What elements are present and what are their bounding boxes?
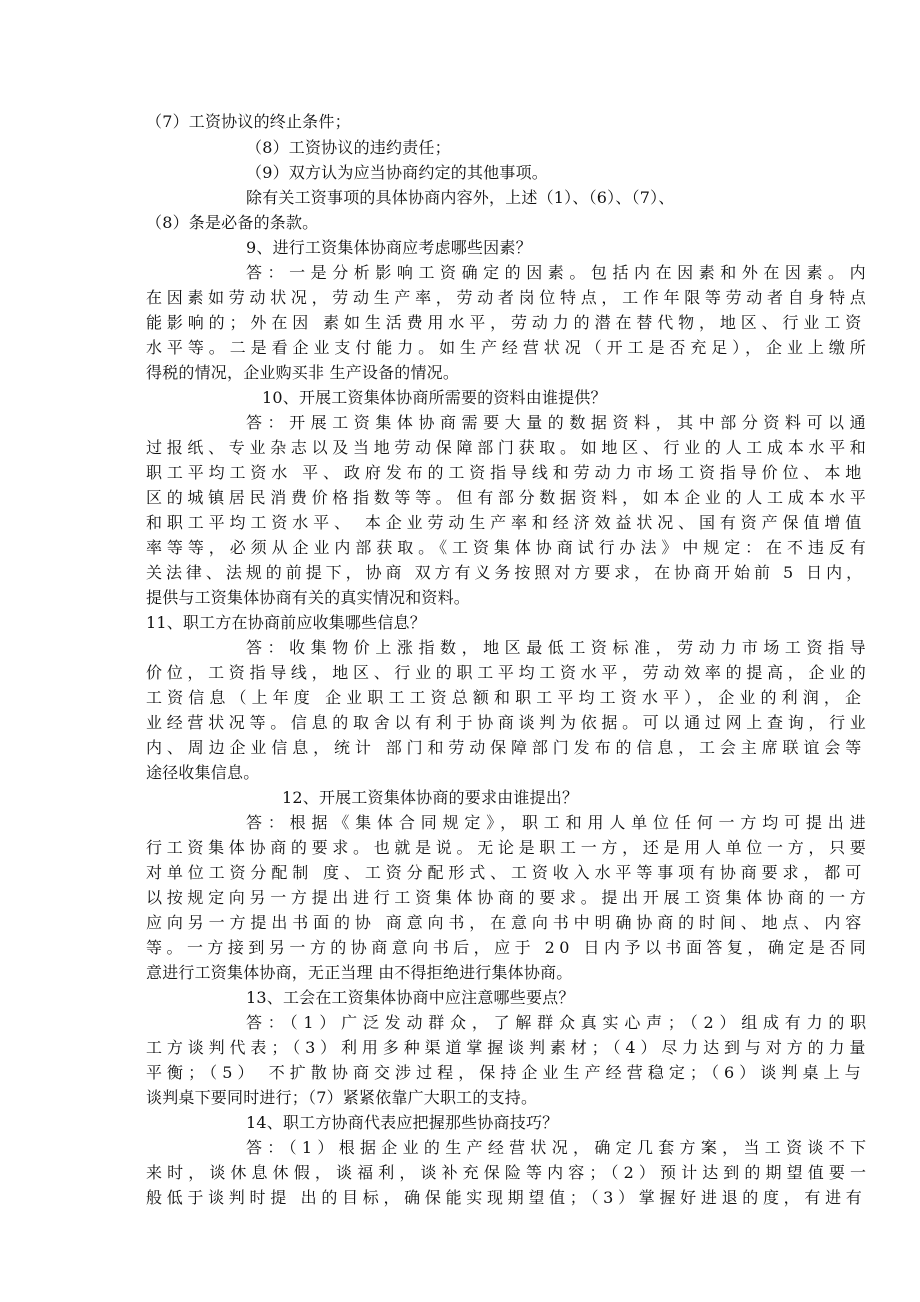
text-line: 谈判桌下要同时进行；（7）紧紧依靠广大职工的支持。 bbox=[146, 1088, 538, 1107]
text-line: 除有关工资事项的具体协商内容外，上述（1）、（6）、（7）、 bbox=[246, 188, 675, 207]
text-line: 工资信息（上年度 企业职工工资总额和职工平均工资水平），企业的利润，企 bbox=[146, 688, 867, 707]
text-line: 率等等，必须从企业内部获取。《工资集体协商试行办法》中规定：在不违反有 bbox=[146, 538, 871, 557]
text-line: 10、开展工资集体协商所需要的资料由谁提供？ bbox=[262, 388, 607, 407]
text-line: 和职工平均工资水平、 本企业劳动生产率和经济效益状况、国有资产保值增值 bbox=[146, 513, 867, 532]
text-line: 区的城镇居民消费价格指数等等。但有部分数据资料，如本企业的人工成本水平 bbox=[146, 488, 871, 507]
text-line: 意进行工资集体协商，无正当理 由不得拒绝进行集体协商。 bbox=[146, 963, 573, 982]
text-line: 应向另一方提出书面的协 商意向书，在意向书中明确协商的时间、地点、内容 bbox=[146, 913, 867, 932]
text-line: 答：收集物价上涨指数，地区最低工资标准，劳动力市场工资指导 bbox=[246, 638, 872, 657]
text-line: 答：开展工资集体协商需要大量的数据资料，其中部分资料可以通 bbox=[246, 413, 872, 432]
text-line: 12、开展工资集体协商的要求由谁提出？ bbox=[282, 788, 579, 807]
text-line: 9、进行工资集体协商应考虑哪些因素？ bbox=[246, 238, 532, 257]
text-line: 等。一方接到另一方的协商意向书后，应于 20 日内予以书面答复，确定是否同 bbox=[146, 938, 871, 957]
text-line: 般低于谈判时提 出的目标，确保能实现期望值；（3）掌握好进退的度，有进有 bbox=[146, 1188, 867, 1207]
text-line: 答：（1）根据企业的生产经营状况，确定几套方案，当工资谈不下 bbox=[246, 1138, 872, 1157]
text-line: （8）条是必备的条款。 bbox=[146, 213, 319, 232]
text-line: 在因素如劳动状况，劳动生产率，劳动者岗位特点，工作年限等劳动者自身特点 bbox=[146, 288, 871, 307]
text-line: 过报纸、专业杂志以及当地劳动保障部门获取。如地区、行业的人工成本水平和 bbox=[146, 438, 871, 457]
text-line: 以按规定向另一方提出进行工资集体协商的要求。提出开展工资集体协商的一方 bbox=[146, 888, 871, 907]
text-line: 11、职工方在协商前应收集哪些信息？ bbox=[146, 613, 426, 632]
text-line: 行工资集体协商的要求。也就是说。无论是职工一方，还是用人单位一方，只要 bbox=[146, 838, 871, 857]
text-line: 平衡；（5） 不扩散协商交涉过程，保持企业生产经营稳定；（6）谈判桌上与 bbox=[146, 1063, 866, 1082]
text-line: 答：（1）广泛发动群众，了解群众真实心声；（2）组成有力的职 bbox=[246, 1013, 872, 1032]
text-line: 途径收集信息。 bbox=[146, 763, 260, 782]
text-line: 能影响的；外在因 素如生活费用水平，劳动力的潜在替代物，地区、行业工资 bbox=[146, 313, 867, 332]
text-line: 业经营状况等。信息的取舍以有利于协商谈判为依据。可以通过网上查询，行业 bbox=[146, 713, 871, 732]
text-line: （9）双方认为应当协商约定的其他事项。 bbox=[246, 163, 548, 182]
text-line: 14、职工方协商代表应把握那些协商技巧？ bbox=[246, 1113, 559, 1132]
text-line: 价位，工资指导线，地区、行业的职工平均工资水平，劳动效率的提高，企业的 bbox=[146, 663, 871, 682]
text-line: 对单位工资分配制 度、工资分配形式、工资收入水平等事项有协商要求，都可 bbox=[146, 863, 867, 882]
text-line: 答：一是分析影响工资确定的因素。包括内在因素和外在因素。内 bbox=[246, 263, 872, 282]
text-line: 来时，谈休息休假，谈福利，谈补充保险等内容；（2）预计达到的期望值要一 bbox=[146, 1163, 872, 1182]
text-line: （7）工资协议的终止条件； bbox=[146, 112, 351, 131]
text-line: 提供与工资集体协商有关的真实情况和资料。 bbox=[146, 588, 471, 607]
text-line: 水平等。二是看企业支付能力。如生产经营状况（开工是否充足），企业上缴所 bbox=[146, 338, 871, 357]
text-line: 职工平均工资水 平、政府发布的工资指导线和劳动力市场工资指导价位、本地 bbox=[146, 463, 867, 482]
text-line: 内、周边企业信息，统计 部门和劳动保障部门发布的信息，工会主席联谊会等 bbox=[146, 738, 867, 757]
text-line: 工方谈判代表；（3）利用多种渠道掌握谈判素材；（4）尽力达到与对方的力量 bbox=[146, 1038, 871, 1057]
text-line: 答：根据《集体合同规定》，职工和用人单位任何一方均可提出进 bbox=[246, 813, 872, 832]
text-line: （8）工资协议的违约责任； bbox=[246, 138, 451, 157]
text-line: 得税的情况，企业购买非 生产设备的情况。 bbox=[146, 363, 460, 382]
text-line: 13、工会在工资集体协商中应注意哪些要点？ bbox=[246, 988, 575, 1007]
text-line: 关法律、法规的前提下，协商 双方有义务按照对方要求，在协商开始前 5 日内， bbox=[146, 563, 867, 582]
